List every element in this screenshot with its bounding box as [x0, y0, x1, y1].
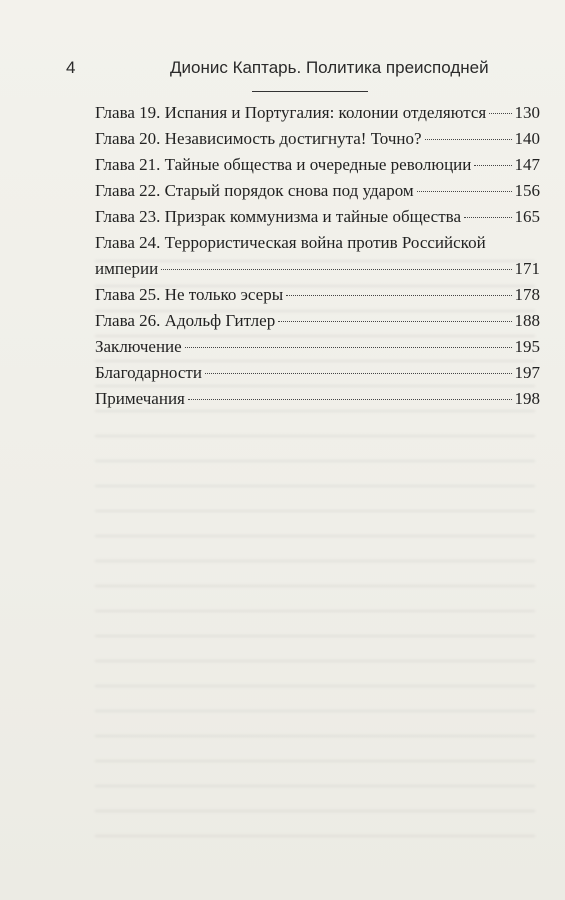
toc-entry-page: 195 — [514, 337, 540, 356]
toc-entry-page: 165 — [514, 207, 540, 226]
toc-entry-title: Глава 19. Испания и Португалия: колонии отделяются — [95, 103, 487, 122]
toc-entry-20[interactable] — [95, 126, 540, 152]
dot-leader — [205, 373, 512, 374]
toc-entry-title-line2: империи — [95, 259, 159, 278]
table-of-contents — [95, 100, 540, 412]
dot-leader — [161, 269, 511, 270]
toc-entry-page: 198 — [514, 389, 540, 408]
toc-entry-page: 147 — [514, 155, 540, 174]
dot-leader — [185, 347, 512, 348]
dot-leader — [489, 113, 511, 114]
toc-entry-19[interactable] — [95, 100, 540, 126]
toc-entry-page: 156 — [514, 181, 540, 200]
toc-entry-title: Благодарности — [95, 363, 202, 382]
dot-leader — [474, 165, 511, 166]
dot-leader — [278, 321, 511, 322]
toc-entry-title: Глава 25. Не только эсеры — [95, 285, 284, 304]
dot-leader — [286, 295, 511, 296]
dot-leader — [188, 399, 512, 400]
toc-entry-title: Глава 23. Призрак коммунизма и тайные общества — [95, 207, 461, 226]
toc-entry-25[interactable] — [95, 282, 540, 308]
toc-entry-23[interactable] — [95, 204, 540, 230]
toc-entry-26[interactable] — [95, 308, 540, 334]
dot-leader — [425, 139, 512, 140]
toc-entry-title-line1: Глава 24. Террористическая война против Российской — [95, 233, 486, 252]
toc-entry-title: Глава 21. Тайные общества и очередные революции — [95, 155, 472, 174]
toc-entry-page: 171 — [514, 259, 540, 278]
page-header — [0, 58, 565, 88]
toc-entry-title: Примечания — [95, 389, 185, 408]
toc-entry-page: 197 — [514, 363, 540, 382]
toc-entry-conclusion[interactable] — [95, 334, 540, 360]
header-rule — [252, 91, 368, 92]
toc-entry-page: 140 — [514, 129, 540, 148]
toc-entry-acknowledgements[interactable] — [95, 360, 540, 386]
running-title: Дионис Каптарь. Политика преисподней — [170, 58, 489, 77]
toc-entry-21[interactable] — [95, 152, 540, 178]
page-number: 4 — [66, 58, 76, 77]
toc-entry-page: 178 — [514, 285, 540, 304]
toc-entry-title: Заключение — [95, 337, 182, 356]
toc-entry-title: Глава 22. Старый порядок снова под ударом — [95, 181, 414, 200]
dot-leader — [417, 191, 512, 192]
toc-entry-title: Глава 20. Независимость достигнута! Точно? — [95, 129, 422, 148]
toc-entry-notes[interactable] — [95, 386, 540, 412]
toc-entry-page: 130 — [514, 103, 540, 122]
toc-entry-24[interactable] — [95, 230, 540, 282]
toc-entry-22[interactable] — [95, 178, 540, 204]
dot-leader — [464, 217, 512, 218]
toc-entry-title: Глава 26. Адольф Гитлер — [95, 311, 276, 330]
toc-entry-page: 188 — [514, 311, 540, 330]
